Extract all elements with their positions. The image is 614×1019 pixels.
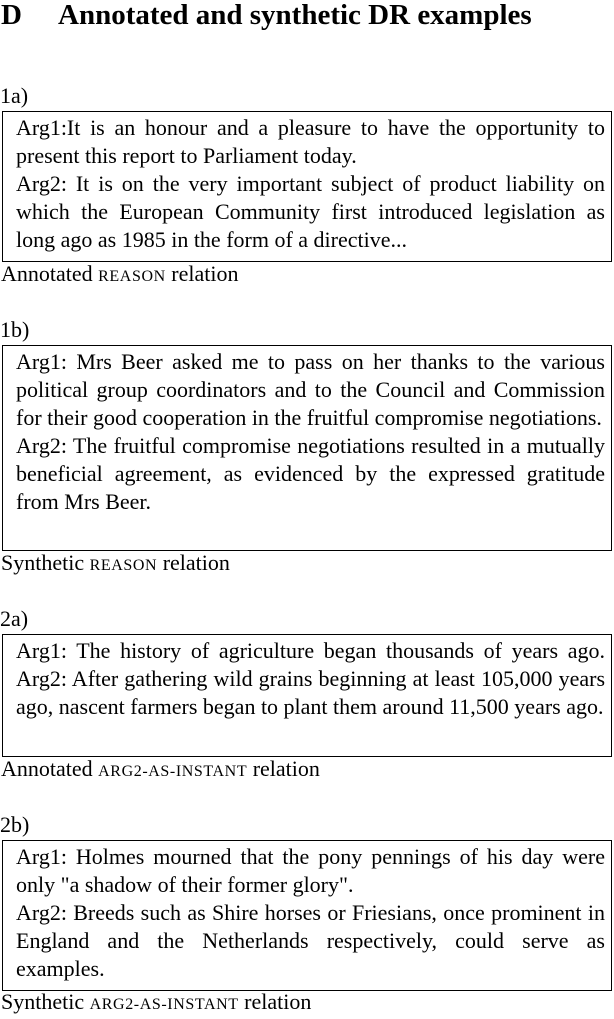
caption-suffix: relation: [162, 550, 230, 575]
caption-suffix: relation: [252, 756, 320, 781]
section-title: Annotated and synthetic DR examples: [58, 0, 532, 31]
example-1a-arg2: Arg2: It is on the very important subject of product liability on which the European Community first introduced legislation as long ago as 1985 in the form of a directive...: [16, 171, 605, 252]
caption-suffix: relation: [244, 989, 312, 1014]
relation-name: REASON: [98, 268, 166, 285]
caption-prefix: Annotated: [1, 261, 93, 286]
relation-name: REASON: [89, 557, 158, 574]
example-box-2a: [2, 634, 612, 757]
example-box-1b: [2, 345, 612, 551]
example-label-2b: 2b): [0, 812, 30, 837]
example-label-2a: 2a): [0, 606, 29, 631]
caption-prefix: Annotated: [1, 756, 93, 781]
example-box-2b: [2, 840, 612, 991]
caption-suffix: relation: [171, 261, 239, 286]
caption-prefix: Synthetic: [1, 550, 85, 575]
example-2a-args: Arg1: The history of agriculture began thousands of years ago. Arg2: After gathering wild grains beginning at least 105,000 years ago, nascent farmers began to plant them around 11,500 years ago.: [16, 638, 605, 719]
example-caption-2b: [1, 988, 311, 1019]
example-label-1a: 1a): [0, 83, 29, 108]
section-number: D: [1, 0, 22, 31]
example-1b-arg1: Arg1: Mrs Beer asked me to pass on her thanks to the various political group coordinators and to the Council and Commission for their good cooperation in the fruitful compromise negotiations.: [16, 349, 605, 430]
example-2b-arg2: Arg2: Breeds such as Shire horses or Friesians, once prominent in England and the Netherlands respectively, could serve as examples.: [16, 900, 605, 981]
example-caption-2a: [1, 755, 320, 786]
example-box-1a: [2, 111, 612, 262]
relation-name: ARG2-AS-INSTANT: [98, 763, 248, 780]
relation-name: ARG2-AS-INSTANT: [89, 996, 239, 1013]
section-heading: [1, 0, 532, 33]
example-2b-arg1: Arg1: Holmes mourned that the pony pennings of his day were only "a shadow of their former glory".: [16, 844, 605, 897]
caption-prefix: Synthetic: [1, 989, 85, 1014]
example-1b-arg2: Arg2: The fruitful compromise negotiations resulted in a mutually beneficial agreement, as evidenced by the expressed gratitude from Mrs Beer.: [16, 433, 605, 514]
example-1a-arg1: Arg1:It is an honour and a pleasure to have the opportunity to present this report to Parliament today.: [16, 115, 605, 168]
example-label-1b: 1b): [0, 317, 30, 342]
example-caption-1a: [1, 260, 238, 291]
example-caption-1b: [1, 549, 230, 580]
